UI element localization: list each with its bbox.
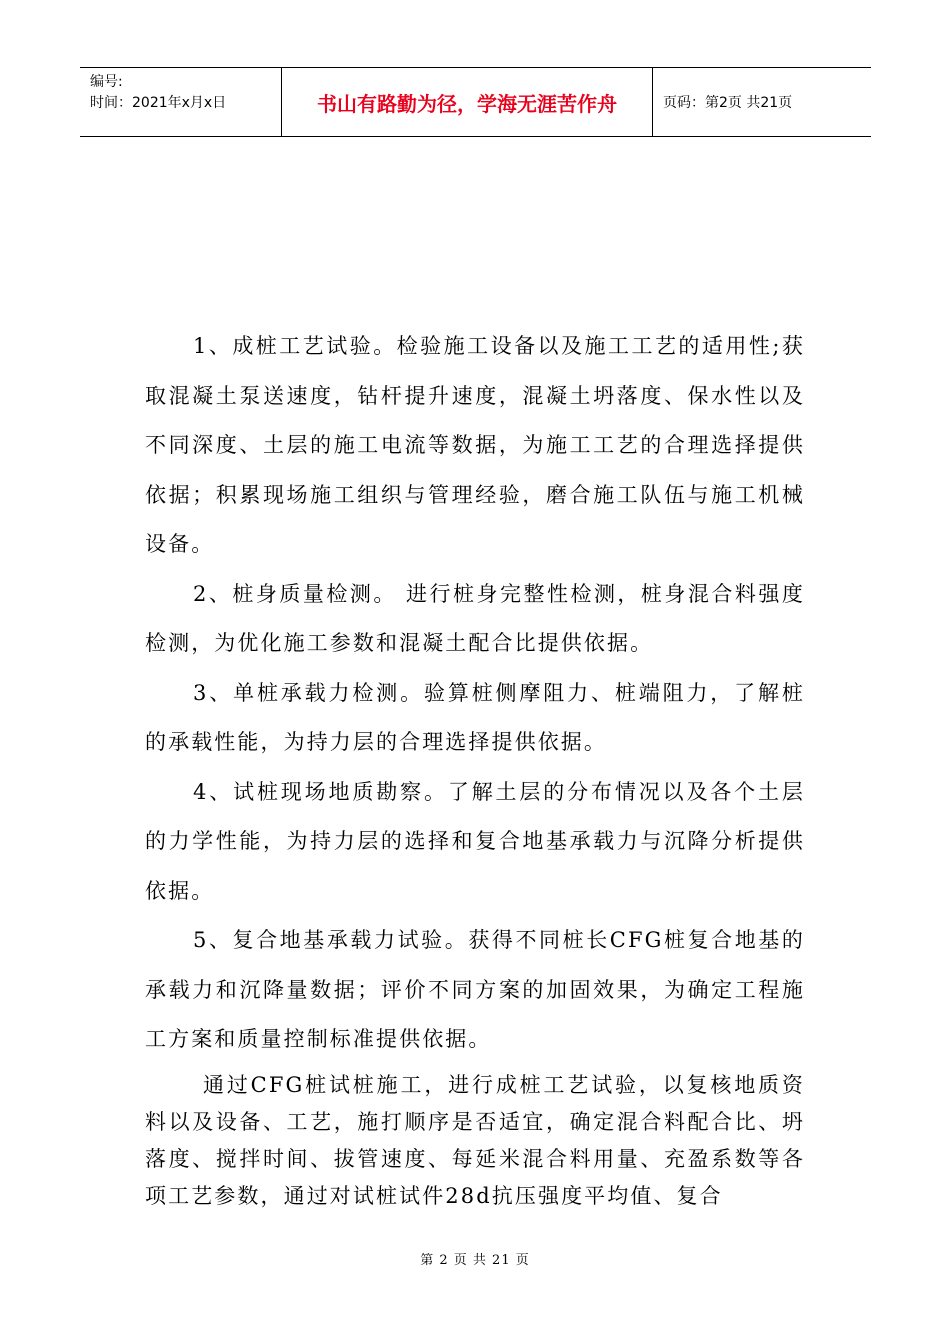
paragraph-geological-survey: 4、试桩现场地质勘察。了解土层的分布情况以及各个土层的力学性能，为持力层的选择和复合地基承载力与沉降分析提供依据。 xyxy=(145,779,805,903)
header-page-code: 页码：第2页 共21页 xyxy=(663,95,793,111)
document-number-label: 编号: xyxy=(90,74,123,90)
paragraph-pile-forming-test: 1、成桩工艺试验。检验施工设备以及施工工艺的适用性;获取混凝土泵送速度，钻杆提升速度，混凝土坍落度、保水性以及不同深度、土层的施工电流等数据，为施工工艺的合理选择提供依据；积累现场施工组织与管理经验，磨合施工队伍与施工机械设备。 xyxy=(145,334,805,556)
paragraph-cfg-trial-summary: 通过CFG桩试桩施工，进行成桩工艺试验，以复核地质资料以及设备、工艺，施打顺序是否适宜，确定混合料配合比、坍落度、搅拌时间、拔管速度、每延米混合料用量、充盈系数等各项工艺参数，通过对试桩试件28d抗压强度平均值、复合 xyxy=(145,1072,805,1208)
paragraph-pile-quality-test: 2、桩身质量检测。 进行桩身完整性检测，桩身混合料强度检测，为优化施工参数和混凝土配合比提供依据。 xyxy=(145,581,805,655)
page-footer: 第 2 页 共 21 页 xyxy=(420,1253,530,1268)
document-body xyxy=(145,322,805,1215)
paragraph-single-pile-capacity: 3、单桩承载力检测。验算桩侧摩阻力、桩端阻力，了解桩的承载性能，为持力层的合理选择提供依据。 xyxy=(145,680,805,754)
paragraph-composite-foundation-test: 5、复合地基承载力试验。获得不同桩长CFG桩复合地基的承载力和沉降量数据；评价不同方案的加固效果，为确定工程施工方案和质量控制标准提供依据。 xyxy=(145,928,805,1051)
header-meta xyxy=(80,68,281,136)
header-motto: 书山有路勤为径，学海无涯苦作舟 xyxy=(281,68,653,136)
document-time: 时间：2021年x月x日 xyxy=(90,95,227,111)
document-header xyxy=(80,67,871,137)
